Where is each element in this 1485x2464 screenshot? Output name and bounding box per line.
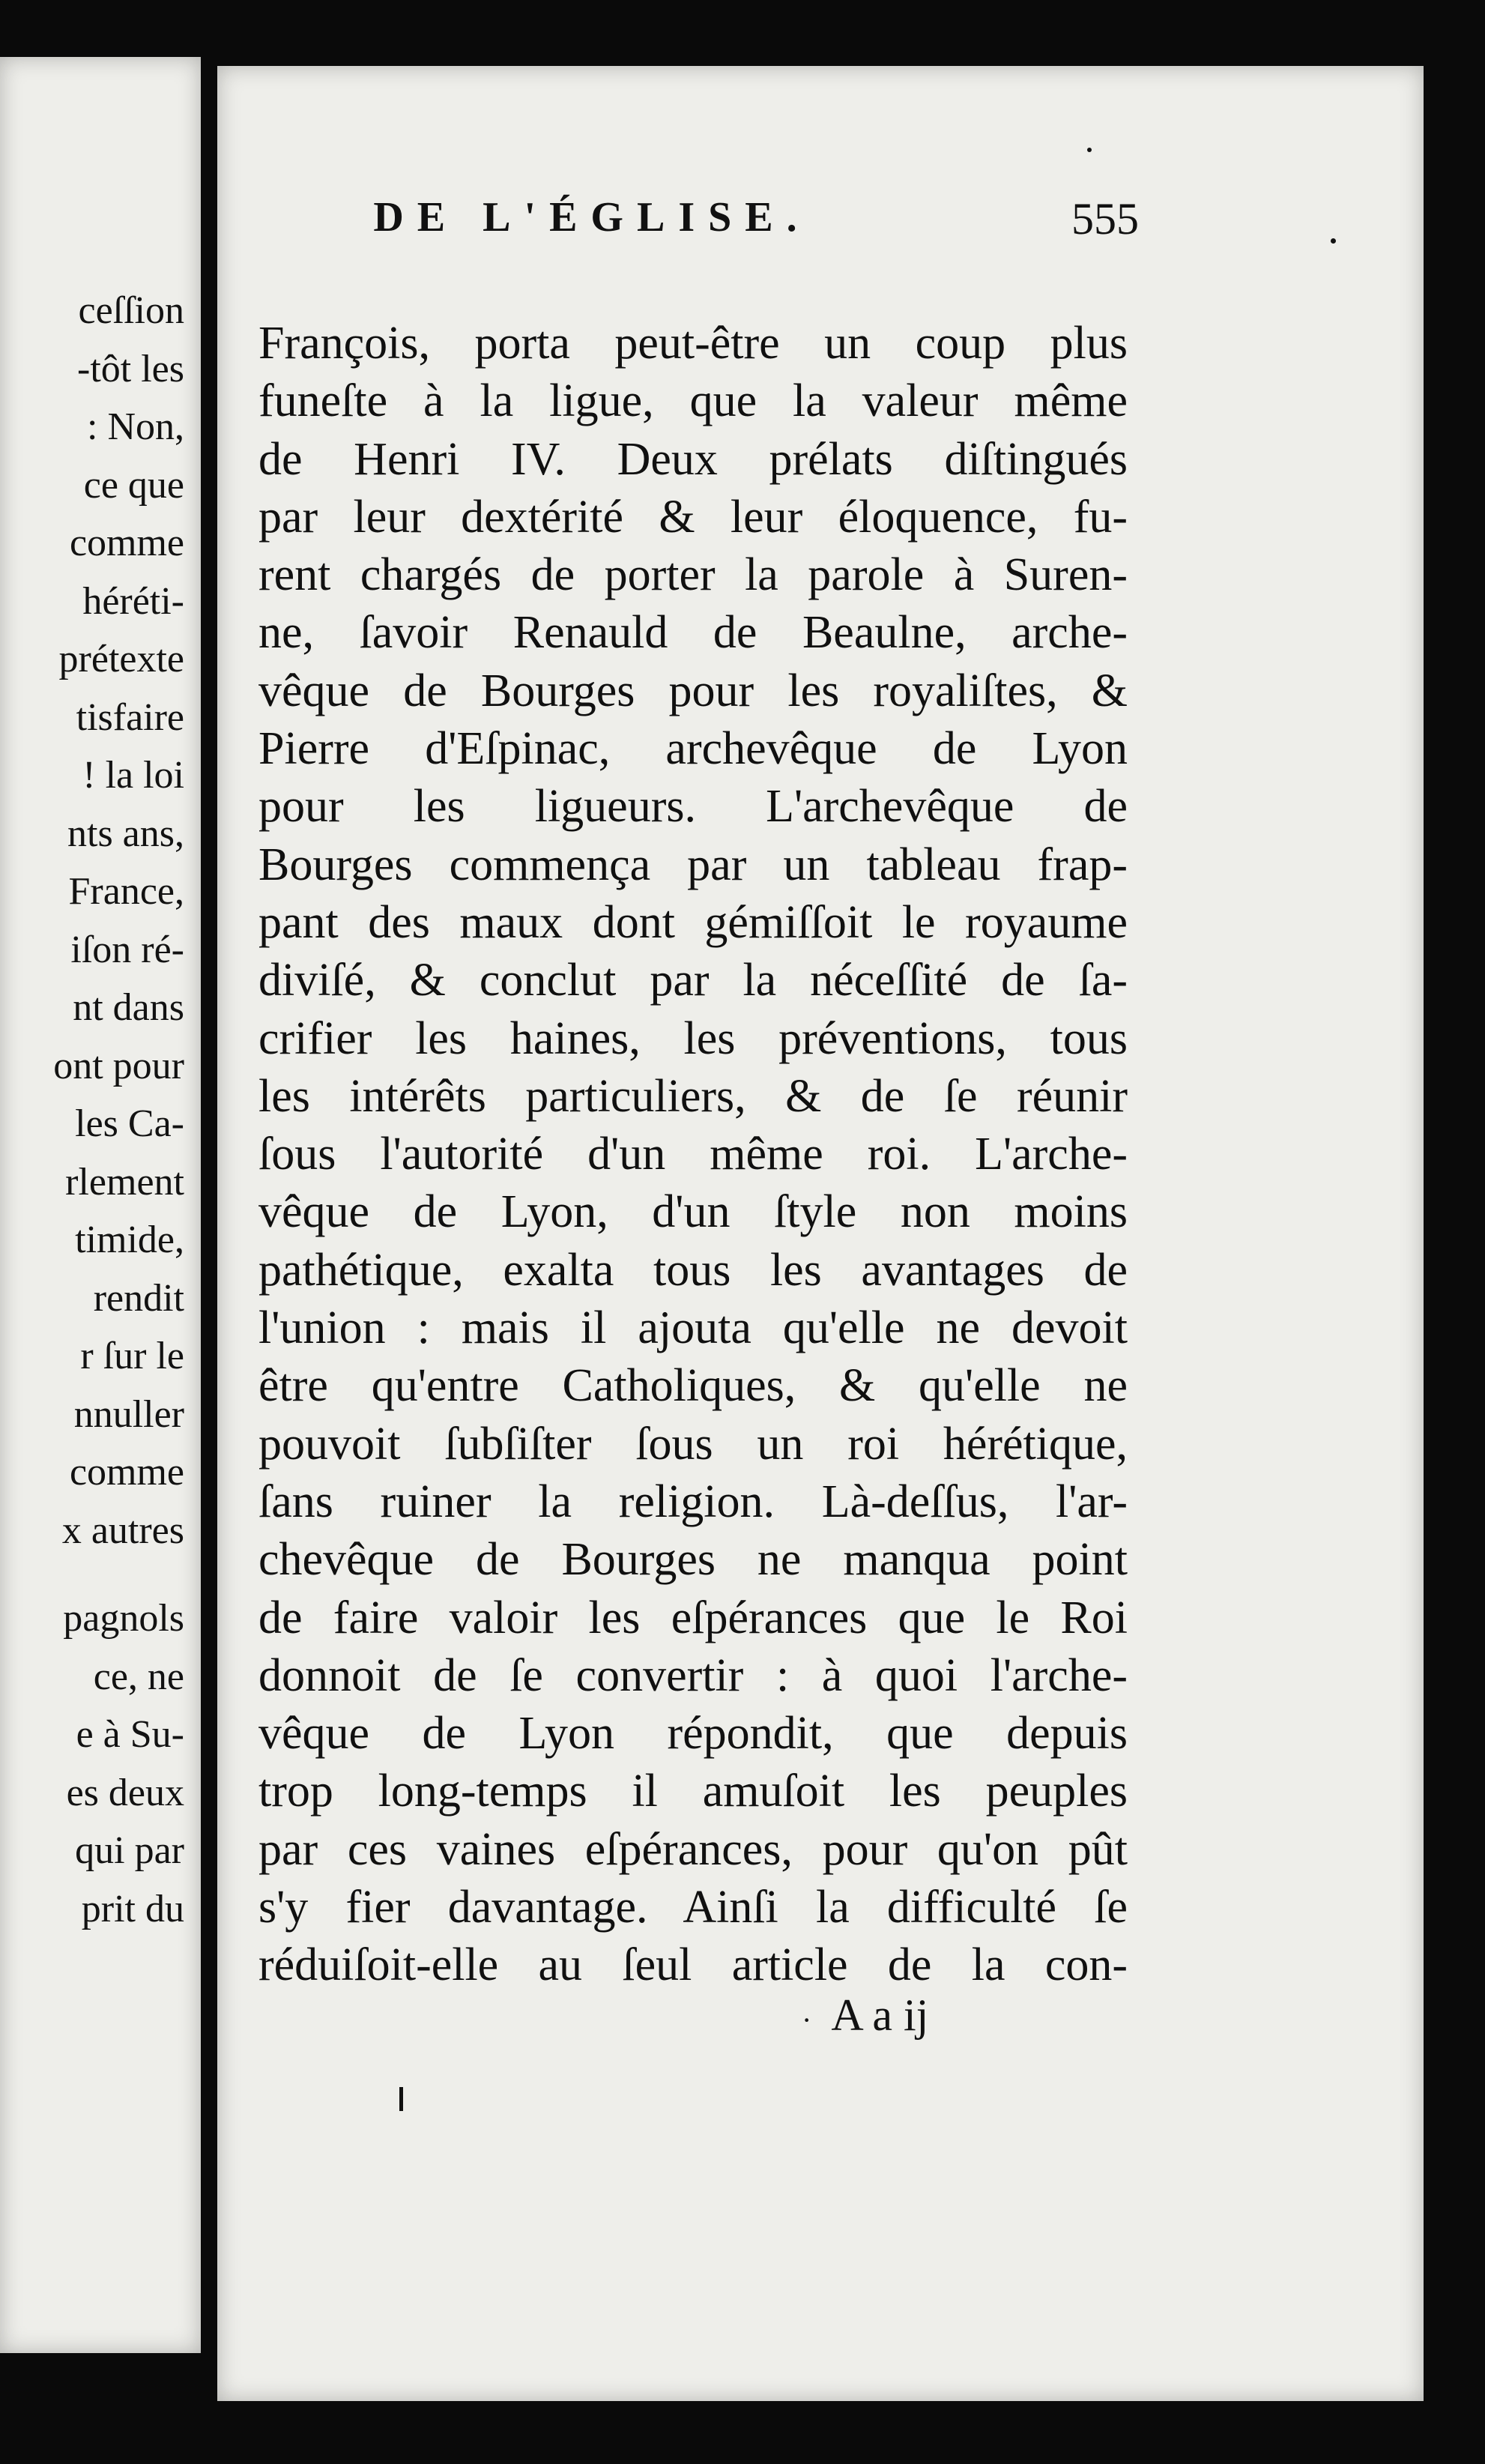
left-line: comme (69, 522, 184, 564)
text-line: pour les ligueurs. L'archevêque de (258, 781, 1128, 833)
left-line: pagnols (63, 1597, 184, 1640)
text-line: ſans ruiner la religion. Là-deſſus, l'ar- (258, 1476, 1128, 1527)
text-line: chevêque de Bourges ne manqua point (258, 1534, 1128, 1586)
left-line: qui par (75, 1829, 184, 1872)
left-page (0, 57, 201, 2353)
text-line: donnoit de ſe convertir : à quoi l'arche- (258, 1649, 1128, 1701)
signature-text: A a ij (831, 1990, 929, 2040)
text-line: par ces vaines eſpérances, pour qu'on pût (258, 1823, 1128, 1875)
left-line: : Non, (87, 405, 184, 448)
text-line: ne, ſavoir Renauld de Beaulne, arche- (258, 607, 1128, 659)
left-line: nt dans (73, 986, 184, 1029)
left-line: ceſſion (78, 289, 184, 332)
text-line: les intérêts particuliers, & de ſe réunir (258, 1070, 1128, 1122)
text-line: ſous l'autorité d'un même roi. L'arche- (258, 1129, 1128, 1180)
left-line: ce que (83, 463, 184, 507)
left-line: rendit (93, 1276, 184, 1320)
left-line: rlement (65, 1160, 184, 1204)
left-line: -tôt les (77, 347, 184, 390)
left-line: es deux (66, 1771, 184, 1814)
left-line: les Ca- (75, 1102, 184, 1145)
left-line: ont pour (53, 1044, 184, 1087)
text-line: trop long-temps il amuſoit les peuples (258, 1766, 1128, 1817)
page-number: 555 (1071, 194, 1139, 244)
left-line: comme (69, 1451, 184, 1494)
left-line: prit du (81, 1887, 184, 1930)
left-page-text (0, 282, 184, 1938)
ink-speck (1087, 148, 1092, 152)
left-line: iſon ré- (70, 928, 184, 971)
left-line: ! la loi (82, 754, 184, 797)
left-line: tisfaire (76, 695, 184, 739)
left-line: héréti- (82, 579, 184, 623)
text-line: rent chargés de porter la parole à Suren- (258, 549, 1128, 601)
text-line: vêque de Lyon, d'un ſtyle non moins (258, 1186, 1128, 1238)
left-line: e à Su- (76, 1713, 184, 1756)
text-line: Bourges commença par un tableau frap- (258, 839, 1128, 890)
left-line: r ſur le (80, 1335, 184, 1377)
left-line: x autres (61, 1509, 184, 1552)
text-line: réduiſoit-elle au ſeul article de la con- (258, 1939, 1128, 1991)
ink-stroke (399, 2087, 403, 2111)
text-line: être qu'entre Catholiques, & qu'elle ne (258, 1360, 1128, 1412)
text-line: par leur dextérité & leur éloquence, fu- (258, 491, 1128, 543)
text-line: funeſte à la ligue, que la valeur même (258, 375, 1128, 427)
text-line: diviſé, & conclut par la néceſſité de ſa- (258, 955, 1128, 1006)
text-line: s'y fier davantage. Ainſi la difficulté ſe (258, 1882, 1128, 1933)
text-line: de Henri IV. Deux prélats diſtingués (258, 433, 1128, 485)
text-line: vêque de Bourges pour les royaliſtes, & (258, 665, 1128, 716)
text-line: François, porta peut-être un coup plus (258, 318, 1128, 369)
text-line: vêque de Lyon répondit, que depuis (258, 1708, 1128, 1760)
left-line: nts ans, (67, 812, 184, 855)
left-line: prétexte (58, 638, 184, 680)
left-line: ce, ne (93, 1655, 184, 1698)
text-line: de faire valoir les eſpérances que le Roi (258, 1592, 1128, 1643)
text-line: pouvoit ſubſiſter ſous un roi hérétique, (258, 1418, 1128, 1470)
left-line: France, (68, 870, 184, 913)
text-line: Pierre d'Eſpinac, archevêque de Lyon (258, 723, 1128, 775)
body-text (258, 315, 1128, 1995)
text-line: crifier les haines, les préventions, tous (258, 1012, 1128, 1064)
signature-mark (802, 1990, 928, 2041)
signature-dot: · (802, 2003, 812, 2037)
text-line: pant des maux dont gémiſſoit le royaume (258, 896, 1128, 948)
left-line: timide, (75, 1219, 184, 1261)
running-title: DE L'ÉGLISE. (373, 194, 811, 241)
ink-speck (1331, 238, 1336, 244)
left-line: nnuller (73, 1392, 184, 1436)
text-line: pathétique, exalta tous les avantages de (258, 1244, 1128, 1296)
text-line: l'union : mais il ajouta qu'elle ne devoit (258, 1302, 1128, 1354)
